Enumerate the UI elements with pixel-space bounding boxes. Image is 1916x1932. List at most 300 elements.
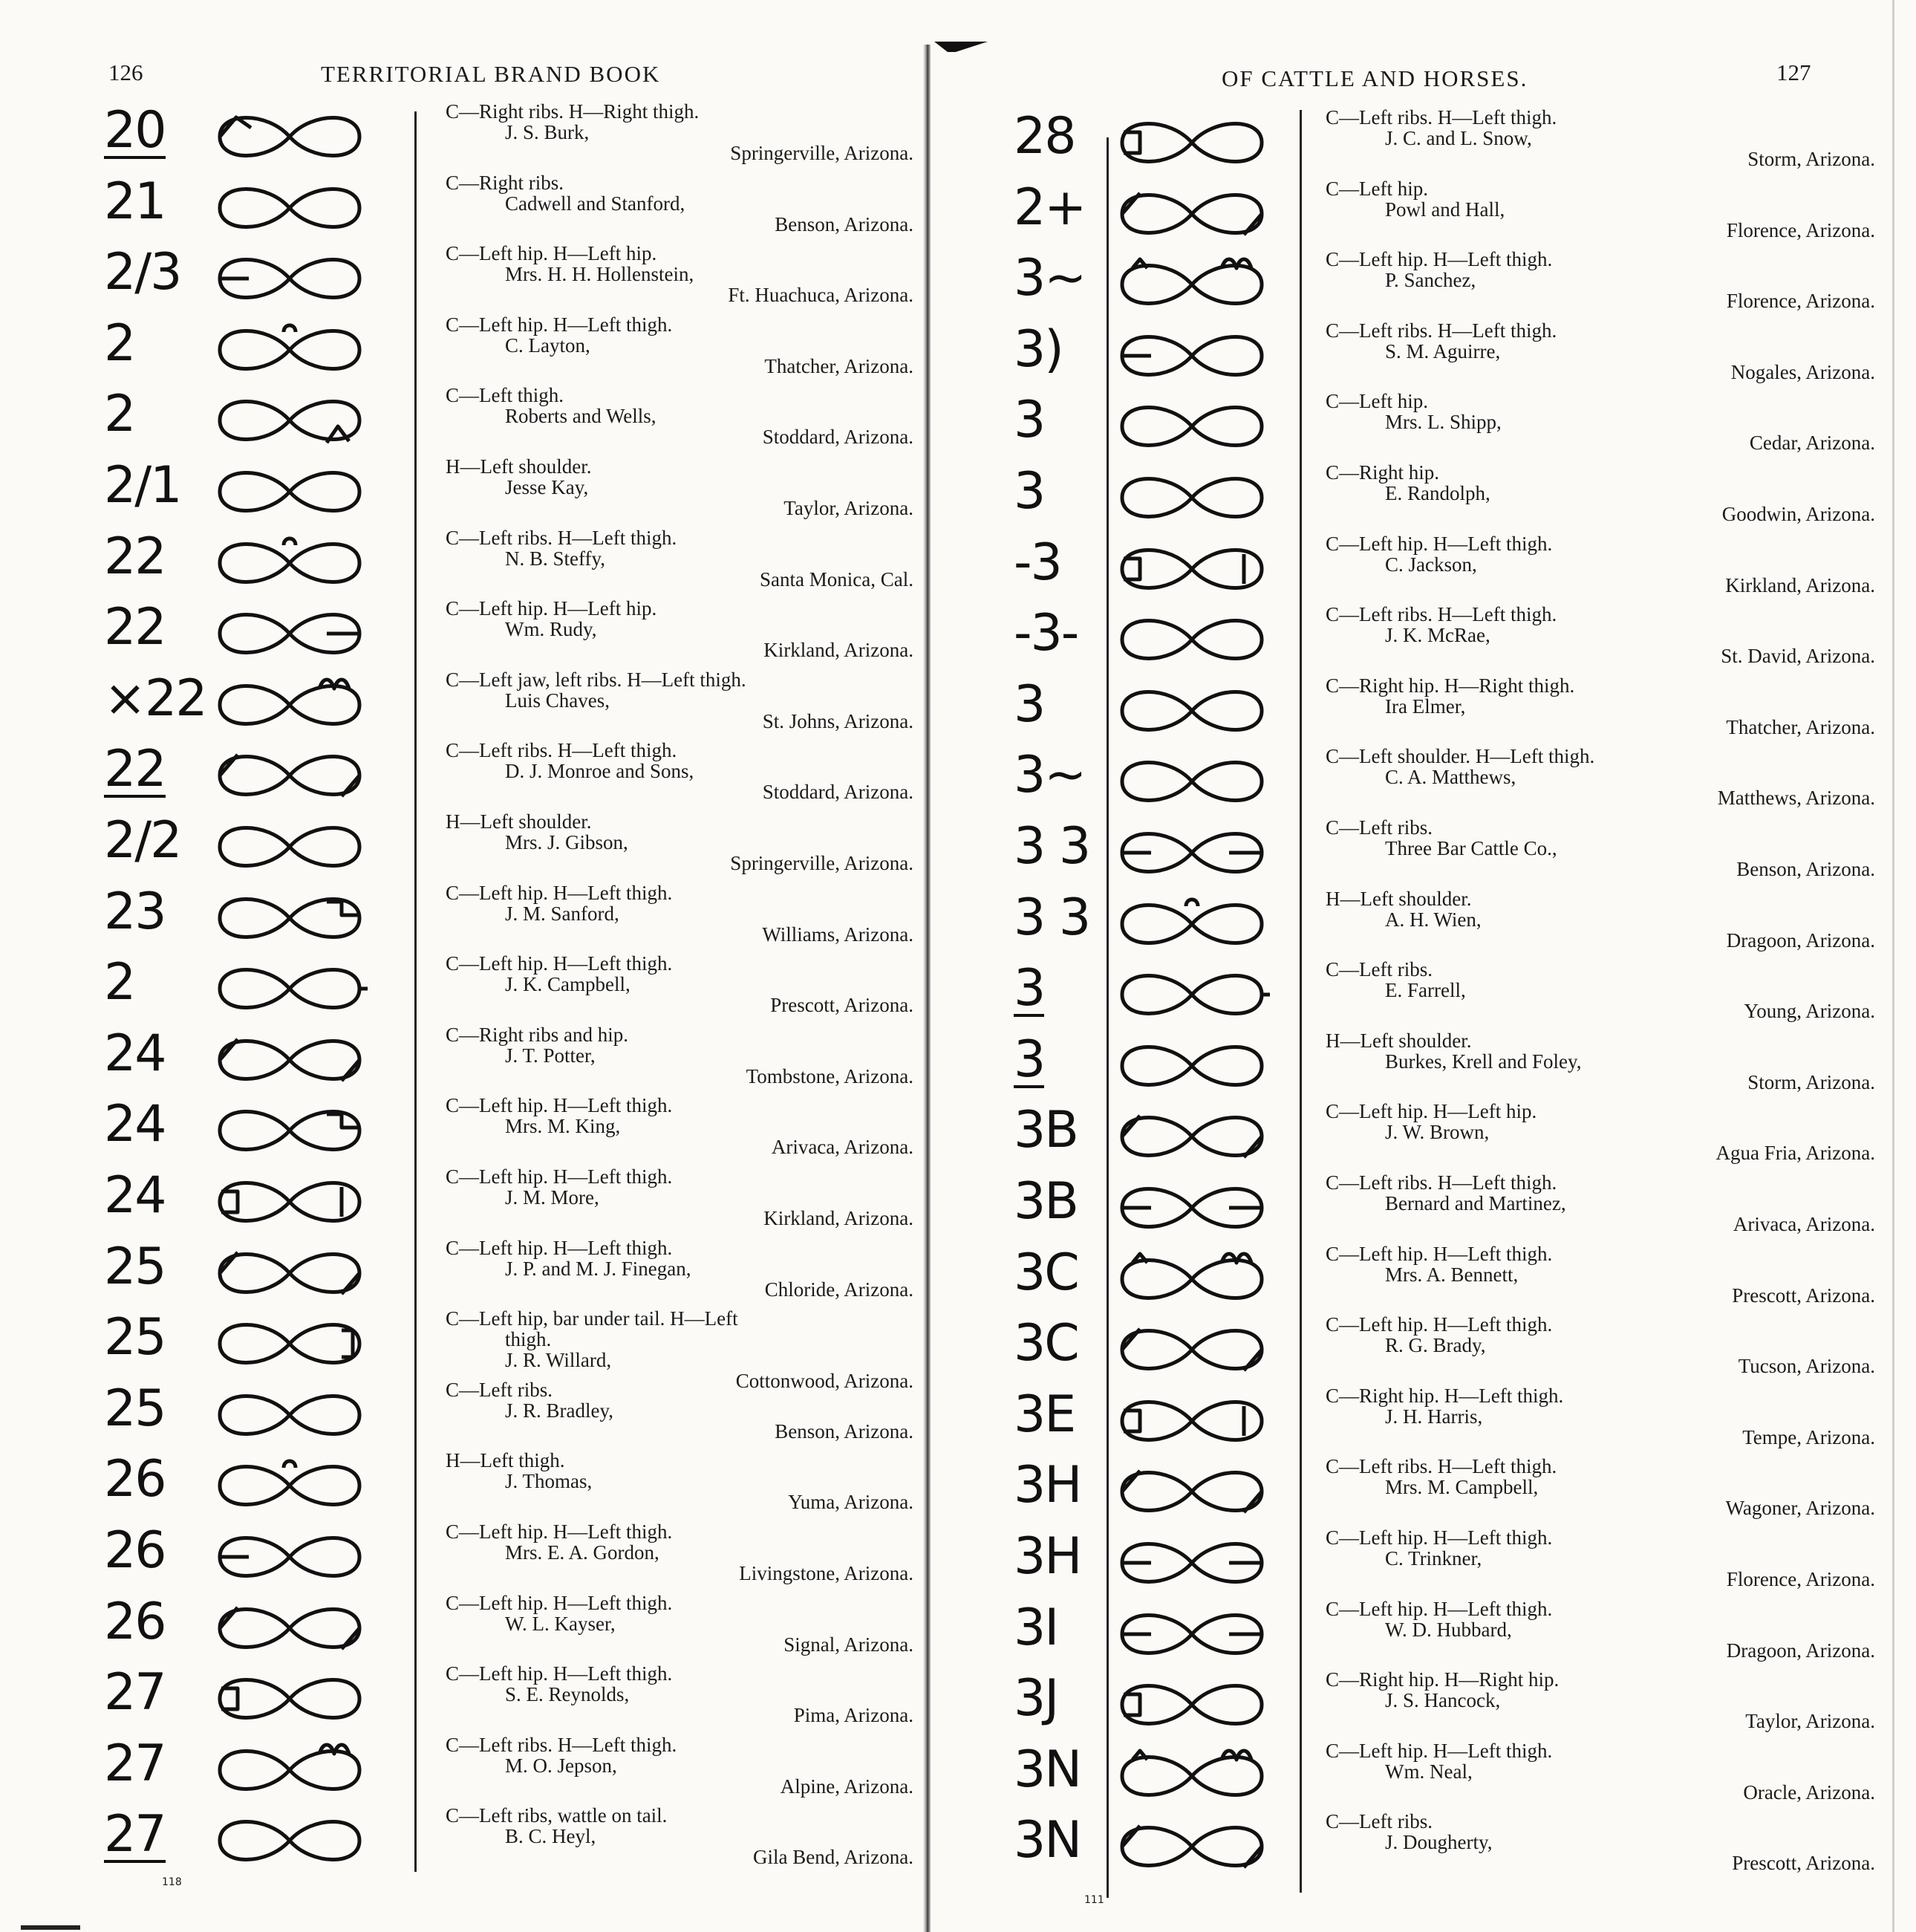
brand-record (1326, 533, 1875, 596)
scan-mark (21, 1925, 80, 1930)
owner-name: J. R. Willard, (505, 1349, 612, 1372)
left-page-number: 126 (108, 59, 143, 85)
brand-mark (1118, 616, 1266, 663)
brand-outline (220, 1396, 359, 1434)
brand-code: 27 (104, 1663, 166, 1723)
brand-mark-icon (215, 113, 364, 160)
brand-entry (0, 526, 921, 597)
owner-name: J. P. and M. J. Finegan, (505, 1257, 691, 1280)
brand-mark-icon (1118, 1823, 1266, 1870)
brand-location: C—Left ribs. H—Left thigh. (1326, 1171, 1557, 1194)
brand-mark (1118, 261, 1266, 308)
owner-address: St. David, Arizona. (1721, 645, 1875, 668)
brand-code: 3 3 (1014, 817, 1090, 876)
brand-mark-icon (215, 1320, 364, 1367)
brand-mark-icon (215, 1249, 364, 1297)
brand-code: 24 (104, 1095, 166, 1154)
brand-entry (932, 532, 1897, 603)
brand-outline (1122, 1402, 1262, 1440)
owner-name: E. Randolph, (1385, 482, 1490, 504)
brand-entry (932, 744, 1897, 816)
brand-outline (1122, 1189, 1262, 1227)
brand-mark-icon (1118, 1397, 1266, 1445)
brand-mark (1118, 829, 1266, 876)
brand-location: C—Left hip, bar under tail. H—Left (446, 1307, 738, 1330)
owner-address: Arivaca, Arizona. (1733, 1213, 1875, 1235)
owner-name: Mrs. E. A. Gordon, (505, 1541, 659, 1564)
owner-name: J. R. Bradley, (505, 1399, 613, 1422)
brand-record (446, 811, 913, 874)
brand-code: 23 (104, 882, 166, 941)
brand-entry (932, 674, 1897, 745)
owner-address: Taylor, Arizona. (783, 497, 913, 519)
owner-address: Wagoner, Arizona. (1725, 1497, 1875, 1520)
brand-code: 25 (104, 1308, 166, 1367)
brand-code: -3- (1014, 604, 1078, 663)
brand-outline (220, 899, 359, 937)
brand-mark (215, 255, 364, 302)
owner-name: Luis Chaves, (505, 689, 610, 712)
brand-code: 20 (104, 101, 166, 160)
owner-address: Benson, Arizona. (775, 212, 913, 235)
brand-outline (1122, 763, 1262, 801)
brand-code: 3) (1014, 319, 1063, 379)
brand-outline (1122, 1254, 1262, 1298)
owner-name: C. Jackson, (1385, 553, 1477, 576)
brand-record (1326, 249, 1875, 311)
brand-mark (1118, 971, 1266, 1018)
brand-location: C—Left ribs. (446, 1378, 553, 1401)
brand-record (1326, 1456, 1875, 1518)
owner-address: Springerville, Arizona. (730, 852, 913, 874)
brand-mark (1118, 1823, 1266, 1870)
brand-code: 3H (1014, 1527, 1081, 1586)
owner-name: J. W. Brown, (1385, 1121, 1490, 1144)
brand-record (446, 172, 913, 235)
brand-code: 3E (1014, 1385, 1075, 1444)
brand-outline (220, 615, 359, 653)
brand-entry (0, 1520, 921, 1591)
brand-code: 24 (104, 1024, 166, 1083)
brand-mark-icon (1118, 971, 1266, 1018)
brand-mark-icon (1118, 545, 1266, 593)
brand-entry (932, 1526, 1897, 1597)
brand-outline (220, 1822, 359, 1860)
brand-entry (0, 100, 921, 171)
brand-mark-icon (1118, 119, 1266, 166)
brand-code: 27 (104, 1734, 166, 1793)
owner-address: Nogales, Arizona. (1730, 360, 1875, 383)
owner-address: Kirkland, Arizona. (763, 639, 913, 662)
brand-mark-icon (215, 1391, 364, 1439)
brand-outline (220, 970, 368, 1008)
brand-entry (0, 1448, 921, 1520)
brand-outline (1122, 479, 1262, 517)
brand-mark-icon (215, 823, 364, 871)
brand-mark (215, 1178, 364, 1226)
owner-name: J. S. Burk, (505, 121, 590, 143)
brand-code: 25 (104, 1379, 166, 1438)
brand-location: C—Left hip. H—Left thigh. (446, 1094, 673, 1117)
brand-entry (932, 1313, 1897, 1384)
brand-mark (215, 681, 364, 729)
brand-mark (215, 1604, 364, 1652)
brand-mark-icon (1118, 332, 1266, 380)
brand-code: 28 (1014, 107, 1075, 166)
brand-code: 22 (104, 527, 166, 586)
brand-location: C—Left ribs. (1326, 1810, 1433, 1833)
owner-name: N. B. Steffy, (505, 547, 605, 570)
brand-location: C—Left ribs. H—Left thigh. (446, 1733, 677, 1756)
right-page-header: OF CATTLE AND HORSES. (1222, 65, 1528, 91)
owner-address: Matthews, Arizona. (1717, 787, 1875, 810)
brand-code: 2/2 (104, 811, 181, 870)
brand-mark-icon (215, 894, 364, 942)
brand-outline (1122, 550, 1262, 588)
brand-code: 3~ (1014, 746, 1086, 805)
owner-address: Prescott, Arizona. (1732, 1852, 1875, 1875)
owner-name: J. S. Hancock, (1385, 1689, 1501, 1712)
owner-address: Storm, Arizona. (1747, 1070, 1875, 1093)
brand-entry (932, 1597, 1897, 1668)
brand-mark (1118, 332, 1266, 380)
brand-outline (220, 325, 359, 369)
owner-name: J. Thomas, (505, 1470, 593, 1493)
brand-code: 3N (1014, 1740, 1081, 1799)
owner-address: Alpine, Arizona. (780, 1775, 913, 1798)
owner-name: Mrs. M. Campbell, (1385, 1476, 1539, 1499)
brand-record (446, 740, 913, 802)
brand-mark-icon (1118, 758, 1266, 805)
brand-outline (220, 680, 359, 724)
brand-mark-icon (1118, 1113, 1266, 1160)
owner-name: Mrs. A. Bennett, (1385, 1263, 1519, 1286)
brand-entry (0, 171, 921, 242)
owner-name: Cadwell and Stanford, (505, 192, 685, 215)
brand-code: 26 (104, 1592, 166, 1651)
owner-name: Mrs. M. King, (505, 1115, 621, 1138)
brand-entry (0, 1662, 921, 1733)
brand-location: H—Left shoulder. (1326, 1029, 1472, 1052)
brand-outline (1122, 692, 1262, 729)
owner-address: Florence, Arizona. (1726, 1568, 1875, 1590)
brand-mark-icon (1118, 474, 1266, 521)
owner-address: Taylor, Arizona. (1745, 1710, 1875, 1733)
brand-location: C—Left hip. H—Left thigh. (446, 1662, 673, 1685)
brand-mark (1118, 1184, 1266, 1232)
brand-entry (932, 247, 1897, 319)
brand-mark-icon (215, 326, 364, 374)
brand-mark (215, 184, 364, 232)
brand-mark-icon (215, 1817, 364, 1864)
owner-name: J. M. More, (505, 1186, 599, 1209)
brand-mark (1118, 119, 1266, 166)
brand-entry (0, 668, 921, 739)
brand-entry (0, 1591, 921, 1662)
brand-mark-icon (1118, 1752, 1266, 1800)
owner-name: J. C. and L. Snow, (1385, 127, 1532, 149)
brand-mark-icon (1118, 1326, 1266, 1373)
brand-mark (215, 397, 364, 444)
brand-entry (0, 1236, 921, 1307)
brand-mark-icon (1118, 900, 1266, 948)
brand-location: C—Left hip. H—Left hip. (1326, 1100, 1537, 1123)
brand-mark (215, 1746, 364, 1794)
brand-location: C—Left ribs. H—Left thigh. (446, 526, 677, 549)
brand-record (446, 385, 913, 447)
brand-record (446, 669, 913, 732)
brand-record (446, 527, 913, 590)
brand-location: C—Left ribs, wattle on tail. (446, 1804, 668, 1827)
owner-address: Storm, Arizona. (1747, 148, 1875, 170)
brand-outline (220, 1607, 359, 1649)
owner-address: Benson, Arizona. (1736, 858, 1875, 880)
owner-address: Cottonwood, Arizona. (735, 1370, 913, 1393)
owner-address: Dragoon, Arizona. (1726, 928, 1875, 952)
brand-mark-icon (215, 255, 364, 302)
brand-mark (215, 965, 364, 1012)
left-page-header: TERRITORIAL BRAND BOOK (321, 61, 661, 87)
brand-mark-icon (1118, 829, 1266, 876)
brand-outline (1122, 976, 1270, 1014)
brand-outline (220, 260, 359, 298)
brand-record (446, 314, 913, 377)
brand-record (446, 243, 913, 305)
brand-record (1326, 888, 1875, 951)
brand-location: C—Left shoulder. H—Left thigh. (1326, 745, 1595, 768)
owner-address: Springerville, Arizona. (730, 142, 913, 164)
brand-entry (0, 1733, 921, 1804)
brand-code: 2 (104, 385, 135, 444)
brand-record (446, 1805, 913, 1867)
brand-location: C—Left hip. H—Left thigh. (1326, 1526, 1553, 1549)
brand-location: H—Left thigh. (446, 1449, 565, 1472)
brand-mark (1118, 1752, 1266, 1800)
brand-entry (932, 1809, 1897, 1881)
brand-code: 24 (104, 1166, 166, 1225)
brand-mark (215, 1462, 364, 1509)
brand-location: C—Left hip. H—Left thigh. (1326, 1739, 1553, 1762)
owner-address: Florence, Arizona. (1726, 218, 1875, 241)
owner-address: Kirkland, Arizona. (763, 1207, 913, 1229)
brand-location: H—Left shoulder. (446, 810, 592, 833)
brand-entry (932, 887, 1897, 958)
brand-location: C—Right hip. (1326, 461, 1440, 484)
brand-entry (0, 810, 921, 881)
brand-code: 3 (1014, 391, 1045, 450)
brand-code: 2 (104, 953, 135, 1012)
owner-name: M. O. Jepson, (505, 1754, 617, 1777)
brand-location: C—Left hip. (1326, 177, 1428, 200)
owner-address: Oracle, Arizona. (1743, 1780, 1875, 1803)
brand-outline (1122, 259, 1262, 304)
brand-record (446, 953, 913, 1015)
brand-mark (215, 113, 364, 160)
brand-mark (215, 326, 364, 374)
brand-record (1326, 320, 1875, 383)
owner-address: Gila Bend, Arizona. (753, 1846, 913, 1869)
brand-record (446, 1379, 913, 1442)
brand-outline (1122, 1329, 1262, 1370)
brand-mark-icon (215, 1746, 364, 1794)
brand-location: C—Left hip. H—Left thigh. (446, 1165, 673, 1188)
brand-location-cont: thigh. (505, 1328, 552, 1351)
owner-address: St. Johns, Arizona. (762, 709, 913, 732)
brand-code: -3 (1014, 533, 1061, 592)
brand-mark (215, 1533, 364, 1581)
brand-outline (1122, 1615, 1262, 1653)
brand-location: C—Right ribs. (446, 171, 564, 194)
brand-record (1326, 107, 1875, 169)
brand-mark-icon (215, 1675, 364, 1723)
brand-code: 2 (104, 313, 135, 373)
brand-location: C—Left ribs. H—Left thigh. (446, 739, 677, 762)
owner-address: Tombstone, Arizona. (746, 1064, 913, 1087)
brand-code: 27 (104, 1805, 166, 1864)
brand-mark (215, 1036, 364, 1084)
brand-record (1326, 817, 1875, 879)
brand-outline (1122, 336, 1262, 374)
owner-address: Ft. Huachuca, Arizona. (728, 284, 913, 307)
owner-name: P. Sanchez, (1385, 269, 1476, 292)
brand-outline (220, 1745, 359, 1789)
brand-code: 3 (1014, 462, 1045, 521)
owner-name: S. E. Reynolds, (505, 1683, 630, 1706)
brand-location: C—Left jaw, left ribs. H—Left thigh. (446, 668, 746, 691)
owner-name: C. Trinkner, (1385, 1547, 1482, 1570)
owner-address: Pima, Arizona. (793, 1704, 913, 1727)
owner-address: Yuma, Arizona. (788, 1491, 913, 1514)
brand-outline (1122, 1686, 1262, 1724)
owner-address: Chloride, Arizona. (764, 1278, 913, 1301)
brand-entry (932, 816, 1897, 887)
brand-mark-icon (215, 184, 364, 232)
book-gutter (923, 45, 931, 1932)
brand-entry (932, 1384, 1897, 1455)
brand-mark (215, 823, 364, 871)
brand-mark (215, 610, 364, 657)
brand-outline (220, 828, 359, 866)
brand-location: C—Left hip. H—Left thigh. (1326, 532, 1553, 555)
brand-entry (932, 105, 1897, 177)
owner-address: Signal, Arizona. (783, 1633, 913, 1656)
brand-mark (215, 1249, 364, 1297)
brand-location: C—Left hip. H—Left thigh. (446, 1520, 673, 1543)
brand-record (446, 1237, 913, 1300)
owner-address: Arivaca, Arizona. (771, 1136, 913, 1159)
brand-location: C—Left hip. H—Left thigh. (1326, 1313, 1553, 1336)
brand-record (446, 1450, 913, 1512)
brand-mark (1118, 1539, 1266, 1587)
brand-mark (1118, 403, 1266, 450)
brand-code: 2/3 (104, 243, 181, 302)
brand-mark (1118, 758, 1266, 805)
brand-code: 3~ (1014, 249, 1086, 308)
brand-outline (1122, 124, 1262, 162)
brand-code: 3B (1014, 1172, 1078, 1231)
brand-code: ×22 (104, 669, 206, 728)
brand-mark-icon (215, 397, 364, 444)
owner-name: Ira Elmer, (1385, 695, 1466, 718)
brand-record (1326, 604, 1875, 666)
brand-location: C—Left hip. H—Left thigh. (446, 313, 673, 336)
brand-entry (0, 1165, 921, 1236)
brand-mark (215, 1817, 364, 1864)
brand-location: H—Left shoulder. (1326, 887, 1472, 910)
brand-entry (932, 461, 1897, 532)
brand-outline (220, 117, 359, 156)
brand-record (1326, 1740, 1875, 1803)
brand-mark-icon (1118, 1681, 1266, 1728)
brand-entry (0, 881, 921, 952)
brand-entry (932, 1668, 1897, 1739)
brand-mark-icon (1118, 261, 1266, 308)
brand-record (1326, 1314, 1875, 1376)
owner-address: Thatcher, Arizona. (764, 354, 913, 377)
brand-code: 3J (1014, 1669, 1058, 1728)
brand-mark (1118, 1042, 1266, 1090)
right-footer-mark: 111 (1084, 1894, 1104, 1906)
owner-address: Tempe, Arizona. (1742, 1425, 1875, 1448)
brand-entry (0, 455, 921, 526)
brand-location: C—Left ribs. (1326, 816, 1433, 839)
brand-mark (1118, 1397, 1266, 1445)
brand-entry (932, 1454, 1897, 1526)
brand-mark-icon (1118, 1468, 1266, 1515)
brand-entry (932, 1739, 1897, 1810)
brand-mark-icon (1118, 1184, 1266, 1232)
brand-mark-icon (1118, 403, 1266, 450)
owner-name: S. M. Aguirre, (1385, 339, 1501, 362)
brand-location: C—Left hip. H—Left hip. (446, 597, 657, 620)
brand-mark (215, 1320, 364, 1367)
brand-location: C—Left hip. H—Left thigh. (446, 952, 673, 975)
owner-name: Powl and Hall, (1385, 198, 1505, 221)
brand-entry (932, 319, 1897, 390)
brand-outline (1122, 1047, 1262, 1084)
owner-address: Goodwin, Arizona. (1721, 503, 1875, 525)
brand-entry (0, 596, 921, 668)
brand-outline (1122, 193, 1262, 235)
brand-location: C—Left ribs. H—Left thigh. (1326, 1455, 1557, 1478)
owner-name: Three Bar Cattle Co., (1385, 837, 1557, 859)
brand-location: C—Left hip. H—Left thigh. (1326, 248, 1553, 271)
brand-mark-icon (215, 1107, 364, 1154)
brand-code: 26 (104, 1521, 166, 1580)
brand-mark (1118, 687, 1266, 735)
brand-code: 21 (104, 172, 166, 231)
brand-mark (215, 539, 364, 587)
brand-outline (220, 539, 359, 582)
brand-record (1326, 1811, 1875, 1873)
brand-outline (220, 189, 359, 227)
brand-entry (0, 313, 921, 384)
brand-record (1326, 959, 1875, 1021)
brand-code: 3N (1014, 1811, 1081, 1870)
brand-mark-icon (215, 1036, 364, 1084)
brand-location: C—Left hip. H—Left thigh. (446, 1591, 673, 1614)
brand-mark-icon (215, 965, 364, 1012)
brand-mark (1118, 1255, 1266, 1303)
owner-name: R. G. Brady, (1385, 1334, 1486, 1357)
brand-mark-icon (1118, 1255, 1266, 1303)
brand-record (1326, 1030, 1875, 1093)
brand-outline (1122, 621, 1262, 659)
brand-outline (1122, 1471, 1262, 1512)
owner-name: Mrs. H. H. Hollenstein, (505, 263, 694, 286)
brand-mark-icon (215, 1604, 364, 1652)
brand-entry (0, 383, 921, 455)
